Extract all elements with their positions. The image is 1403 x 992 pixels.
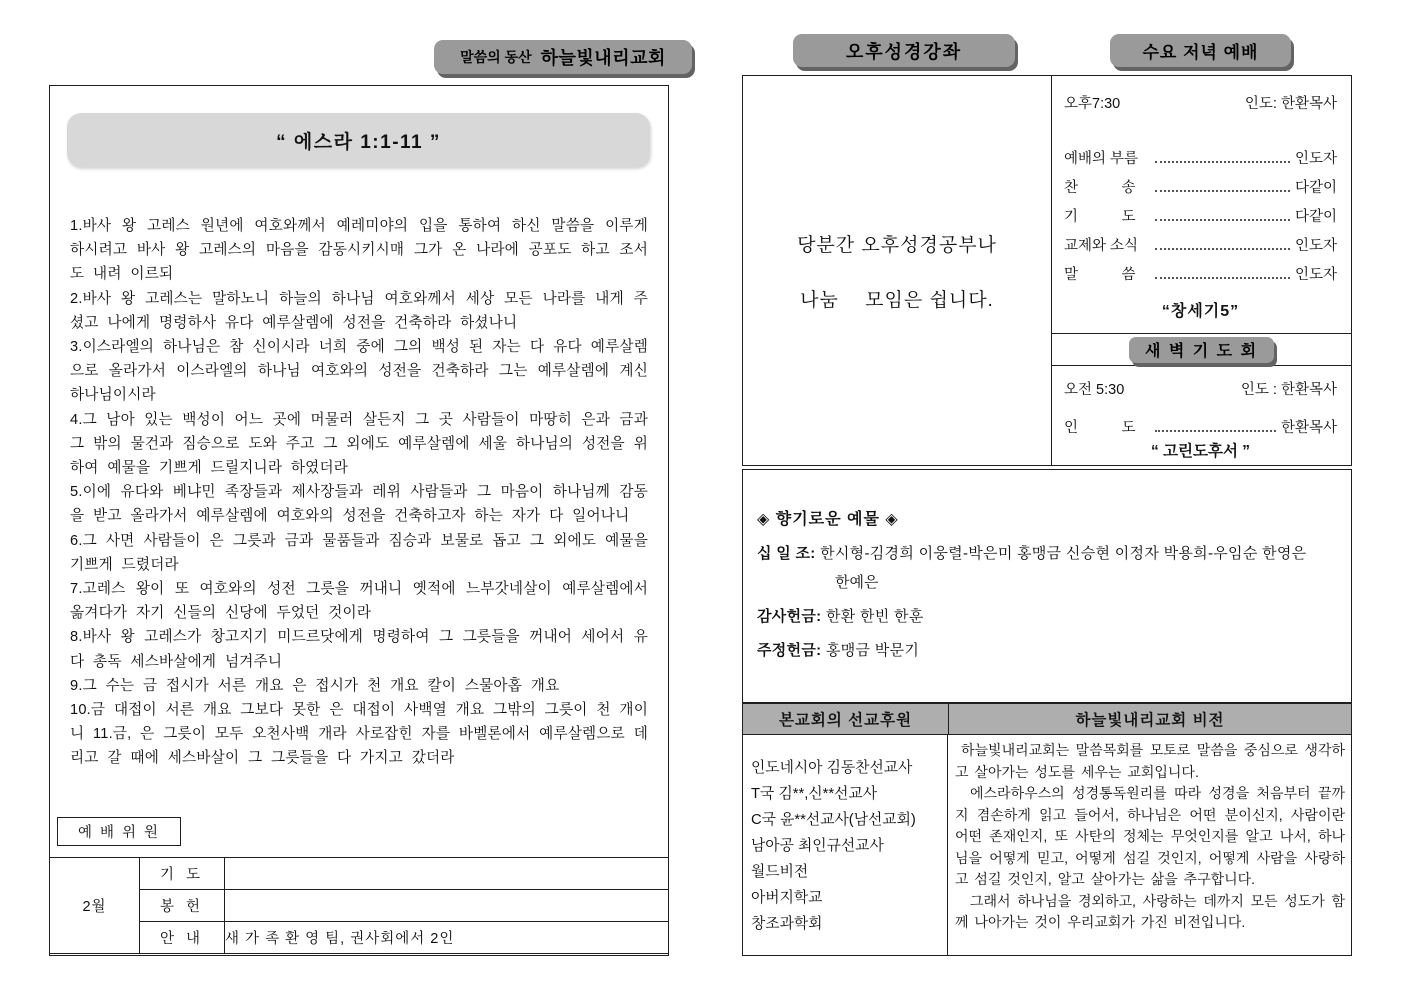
- thanksgiving-row: [757, 605, 1337, 626]
- table-row: [50, 858, 669, 890]
- service-leader: 인도: 한환목사: [1244, 96, 1337, 112]
- offerings-section: [742, 469, 1352, 703]
- church-vision-header: 하늘빛내리교회 비전: [1075, 712, 1225, 729]
- list-item: 남아공 최인규선교사: [751, 838, 884, 854]
- order-item-value: 다같이: [1294, 209, 1337, 225]
- dawn-prayer-header-row: [1052, 333, 1351, 366]
- table-row: [50, 890, 669, 922]
- order-item-value: 한환목사: [1280, 420, 1337, 436]
- scripture-title: “ 에스라 1:1-11 ”: [67, 113, 650, 167]
- afternoon-bible-class-badge: 오후성경강좌: [793, 34, 1015, 67]
- order-list: [1064, 139, 1337, 284]
- role-announce-value: 새 가 족 환 영 팀, 권사회에서 2인: [225, 922, 669, 954]
- vision-paragraph: 그래서 하나님을 경외하고, 사랑하는 데까지 모든 성도가 함께 나아가는 것이 우리교회가 가진 비전입니다.: [955, 892, 1345, 930]
- verse-2: 2.바사 왕 고레스는 말하노니 하늘의 하나님 여호와께서 세상 모든 나라를 내게 주셨고 나에게 명령하사 유다 예루살렘에 성전을 건축하라 하셨나니: [70, 290, 648, 331]
- mission-support-header: 본교회의 선교후원: [743, 704, 949, 734]
- verse-6: 6.그 사면 사람들이 은 그릇과 금과 물품들과 짐승과 보물로 돕고 그 외에도 예물을 기쁘게 드렸더라: [70, 532, 648, 573]
- thanksgiving-label: 감사헌금:: [757, 608, 822, 625]
- verse-10-11: 10.금 대접이 서른 개요 그보다 못한 은 대접이 사백열 개요 그밖의 그릇이 천 개이니 11.금, 은 그릇이 모두 오천사백 개라 사로잡힌 자를 바벨론에서 예루살렘으로 데리고 갈 때에 세스바살이 그 그릇들을 다 가지고 갔더라: [70, 702, 648, 767]
- order-item: [1064, 226, 1337, 255]
- month-cell: 2월: [50, 858, 140, 954]
- notice-line-2: 나눔 모임은 쉽니다.: [800, 289, 994, 311]
- dotted-leader: [1155, 161, 1290, 163]
- dotted-leader: [1155, 430, 1276, 432]
- order-item-value: 인도자: [1294, 267, 1337, 283]
- dawn-leader: 인도 : 한환목사: [1240, 382, 1337, 398]
- verse-3: 3.이스라엘의 하나님은 참 신이시라 너희 중에 그의 백성 된 자는 다 유다 예루살렘으로 올라가서 이스라엘의 하나님 여호와의 성전을 건축하라 그는 예루살렘에 계신 하나님이시라: [70, 339, 648, 404]
- dawn-text-reference: “ 고린도후서 ”: [1151, 443, 1250, 460]
- order-item-label: 기 도: [1064, 209, 1136, 225]
- verse-5: 5.이에 유다와 베냐민 족장들과 제사장들과 레위 사람들과 그 마음이 하나님께 감동을 받고 올라가서 예루살렘에 여호와의 성전을 건축하고자 하는 자가 다 일어나니: [70, 484, 648, 525]
- order-item-value: 다같이: [1294, 180, 1337, 196]
- verse-7: 7.고레스 왕이 또 여호와의 성전 그릇을 꺼내니 옛적에 느부갓네살이 예루살렘에서 옮겨다가 자기 신들의 신당에 두었던 것이라: [70, 581, 648, 622]
- order-item: [1064, 197, 1337, 226]
- role-prayer-label: 기 도: [140, 858, 225, 890]
- order-item-value: 인도자: [1294, 238, 1337, 254]
- church-name-label: 하늘빛내리교회: [540, 48, 666, 68]
- table-row: [50, 922, 669, 954]
- worship-committee-label: 예 배 위 원: [57, 817, 181, 846]
- order-item: [1064, 139, 1337, 168]
- wednesday-service-order: [1052, 76, 1351, 465]
- order-item-label: 찬 송: [1064, 180, 1136, 196]
- service-time: 오후7:30: [1064, 96, 1121, 112]
- weekly-offering-row: [757, 639, 1337, 660]
- dawn-time: 오전 5:30: [1064, 382, 1125, 398]
- thanksgiving-names: 한환 한빈 한훈: [825, 608, 924, 625]
- order-item: [1064, 255, 1337, 284]
- dotted-leader: [1155, 248, 1290, 250]
- mission-table-body: [743, 735, 1351, 955]
- verse-1: 1.바사 왕 고레스 원년에 여호와께서 예레미야의 입을 통하여 하신 말씀을 이루게 하시려고 바사 왕 고레스의 마음을 감동시키시매 그가 온 나라에 공포도 하고 조서도 내려 이르되: [70, 218, 648, 283]
- role-announce-label: 안 내: [140, 922, 225, 954]
- order-item-label: 예배의 부름: [1064, 151, 1139, 167]
- left-page: [49, 85, 669, 956]
- order-item-label: 말 씀: [1064, 267, 1136, 283]
- offerings-title: ◈ 향기로운 예물 ◈: [757, 511, 899, 528]
- order-item-label: 인 도: [1064, 420, 1136, 436]
- list-item: C국 윤**선교사(남선교회): [751, 812, 916, 828]
- tithe-names-continued: 한예은: [835, 574, 879, 591]
- weekly-offering-names: 홍맹금 박문기: [825, 642, 920, 659]
- service-time-row: [1064, 92, 1337, 113]
- vision-paragraph: 에스라하우스의 성경통독원리를 따라 성경을 처음부터 끝까지 겸손하게 읽고 들어서, 하나님은 어떤 분이신지, 사람이란 어떤 존재인지, 또 사탄의 정체는 무엇인지를 알고 나서, 하나님을 어떻게 믿고, 어떻게 섬길 것인지, 어떻게 사람을 사랑하고 섬길 것인지, 알고 살아가는 삶을 추구합니다.: [955, 785, 1345, 887]
- church-vision-text: [948, 735, 1351, 955]
- role-offering-value: [225, 890, 669, 922]
- wednesday-evening-service-badge: 수요 저녁 예배: [1110, 34, 1291, 67]
- vision-paragraph: 하늘빛내리교회는 말씀목회를 모토로 말씀을 중심으로 생각하고 살아가는 성도를 세우는 교회입니다.: [955, 742, 1345, 780]
- tithe-names: 한시형-김경희 이웅렬-박은미 홍맹금 신승현 이정자 박용희-우임순 한영은: [820, 545, 1307, 562]
- tithe-row: [757, 542, 1337, 563]
- role-offering-label: 봉 헌: [140, 890, 225, 922]
- order-item-label: 교제와 소식: [1064, 238, 1139, 254]
- order-item: [1064, 168, 1337, 197]
- church-motto-label: 말씀의 동산: [460, 49, 532, 65]
- dawn-order-item: [1064, 407, 1337, 437]
- dotted-leader: [1155, 219, 1290, 221]
- list-item: T국 김**,신**선교사: [751, 786, 878, 802]
- order-item-value: 인도자: [1294, 151, 1337, 167]
- dawn-prayer-badge: 새 벽 기 도 회: [1129, 337, 1274, 363]
- weekly-offering-label: 주정헌금:: [757, 642, 822, 659]
- verse-9: 9.그 수는 금 접시가 서른 개요 은 접시가 천 개요 칼이 스물아홉 개요: [70, 677, 560, 694]
- sermon-text-reference: “창세기5”: [1161, 303, 1240, 320]
- list-item: 인도네시아 김동찬선교사: [751, 760, 913, 776]
- scripture-body: [70, 214, 648, 771]
- list-item: 창조과학회: [751, 916, 823, 932]
- verse-8: 8.바사 왕 고레스가 창고지기 미드르닷에게 명령하여 그 그릇들을 꺼내어 세어서 유다 총독 세스바살에게 넘겨주니: [70, 629, 648, 670]
- dotted-leader: [1155, 190, 1290, 192]
- role-prayer-value: [225, 858, 669, 890]
- notice-line-1: 당분간 오후성경공부나: [797, 234, 997, 256]
- mission-support-list: [743, 735, 948, 955]
- worship-committee-table: [49, 857, 669, 954]
- tithe-label: 십 일 조:: [757, 545, 816, 562]
- verse-4: 4.그 남아 있는 백성이 어느 곳에 머물러 살든지 그 곳 사람들이 마땅히 은과 금과 그 밖의 물건과 짐승으로 도와 주고 그 외에도 예루살렘에 세울 하나님의 성전을 위하여 예물을 기쁘게 드릴지니라 하였더라: [70, 411, 648, 477]
- mission-vision-table: [742, 703, 1352, 956]
- mission-table-header: [743, 704, 1351, 735]
- list-item: 월드비전: [751, 864, 809, 880]
- list-item: 아버지학교: [751, 890, 823, 906]
- church-name-badge: [434, 40, 692, 74]
- dawn-time-row: [1064, 378, 1337, 399]
- afternoon-class-notice: [743, 76, 1052, 465]
- dotted-leader: [1155, 277, 1290, 279]
- service-table: [742, 75, 1352, 466]
